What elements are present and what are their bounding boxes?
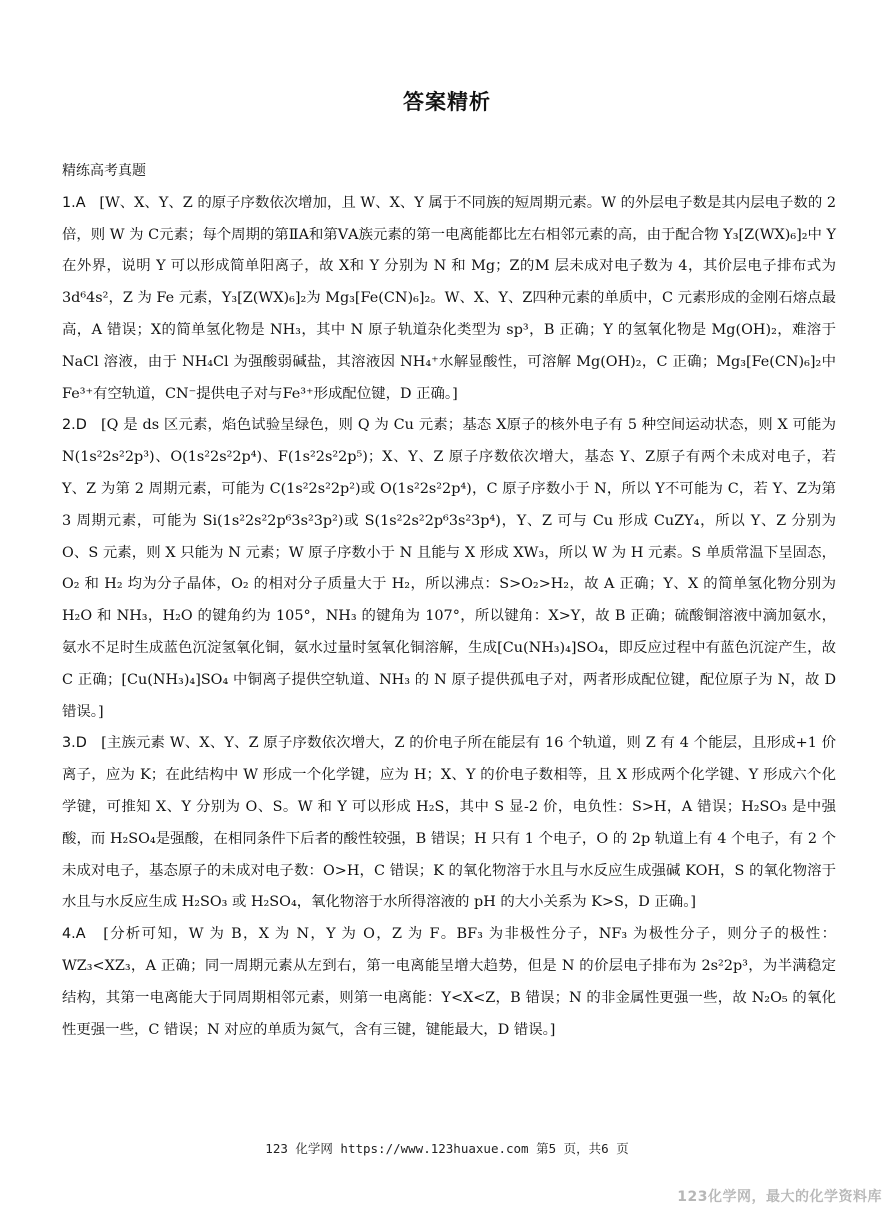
page-footer: 123 化学网 https://www.123huaxue.com 第5 页，共6 页 [265, 1141, 629, 1156]
answer-number: 3.D [62, 735, 87, 752]
answer-paragraph-3 [62, 728, 836, 919]
answer-explanation: [主族元素 W、X、Y、Z 原子序数依次增大，Z 的价电子所在能层有 16 个轨道，则 Z 有 4 个能层，且形成+1 价离子，应为 K；在此结构中 W 形成一个化学键，应为 H；X、Y 的价电子数相等，且 X 形成两个化学键、Y 形成六个化学键，可推知 X、Y 分别为 O、S。W 和 Y 可以形成 H₂S，其中 S 显-2 价，电负性：S>H，A 错误；H₂SO₃ 是中强酸，而 H₂SO₄是强酸，在相同条件下后者的酸性较强，B 错误；H 只有 1 个电子，O 的 2p 轨道上有 4 个电子，有 2 个未成对电子，基态原子的未成对电子数：O>H，C 错误；K 的氧化物溶于水且与水反应生成强碱 KOH，S 的氧化物溶于水且与水反应生成 H₂SO₃ 或 H₂SO₄，氧化物溶于水所得溶液的 pH 的大小关系为 K>S，D 正确。] [62, 735, 836, 911]
page-title: 答案精析 [403, 90, 491, 114]
section-label: 精练高考真题 [62, 163, 146, 179]
answer-paragraph-2 [62, 410, 836, 728]
answer-number: 1.A [62, 194, 86, 211]
answer-explanation: [Q 是 ds 区元素，焰色试验呈绿色，则 Q 为 Cu 元素；基态 X原子的核外电子有 5 种空间运动状态，则 X 可能为 N(1s²2s²2p³)、O(1s²2s²2p⁴)、F(1s²2s²2p⁵)；X、Y、Z 原子序数依次增大，基态 Y、Z原子有两个未成对电子，若 Y、Z 为第 2 周期元素，可能为 C(1s²2s²2p²)或 O(1s²2s²2p⁴)，C 原子序数小于 N，所以 Y不可能为 C，若 Y、Z为第 3 周期元素，可能为 Si(1s²2s²2p⁶3s²3p²)或 S(1s²2s²2p⁶3s²3p⁴)，Y、Z 可与 Cu 形成 CuZY₄，所以 Y、Z 分别为 O、S 元素，则 X 只能为 N 元素；W 原子序数小于 N 且能与 X 形成 XW₃，所以 W 为 H 元素。S 单质常温下呈固态，O₂ 和 H₂ 均为分子晶体，O₂ 的相对分子质量大于 H₂，所以沸点：S>O₂>H₂，故 A 正确；Y、X 的简单氢化物分别为 H₂O 和 NH₃，H₂O 的键角约为 105°，NH₃ 的键角为 107°，所以键角：X>Y，故 B 正确；硫酸铜溶液中滴加氨水，氨水不足时生成蓝色沉淀氢氧化铜，氨水过量时氢氧化铜溶解，生成[Cu(NH₃)₄]SO₄，即反应过程中有蓝色沉淀产生，故 C 正确；[Cu(NH₃)₄]SO₄ 中铜离子提供空轨道、NH₃ 的 N 原子提供孤电子对，两者形成配位键，配位原子为 N，故 D 错误。] [62, 417, 836, 720]
answer-paragraph-1 [62, 188, 836, 411]
answer-number: 4.A [62, 926, 86, 943]
answer-number: 2.D [62, 417, 87, 434]
answer-content [62, 156, 836, 1046]
answer-paragraph-4 [62, 919, 836, 1046]
answer-explanation: [W、X、Y、Z 的原子序数依次增加，且 W、X、Y 属于不同族的短周期元素。W 的外层电子数是其内层电子数的 2 倍，则 W 为 C元素；每个周期的第ⅡA和第ⅤA族元素的第一电离能都比左右相邻元素的高，由于配合物 Y₃[Z(WX)₆]₂中 Y 在外界，说明 Y 可以形成简单阳离子，故 X和 Y 分别为 N 和 Mg；Z的M 层未成对电子数为 4，其价层电子排布式为 3d⁶4s²，Z 为 Fe 元素，Y₃[Z(WX)₆]₂为 Mg₃[Fe(CN)₆]₂。W、X、Y、Z四种元素的单质中，C 元素形成的金刚石熔点最高，A 错误；X的简单氢化物是 NH₃，其中 N 原子轨道杂化类型为 sp³，B 正确；Y 的氢氧化物是 Mg(OH)₂，难溶于 NaCl 溶液，由于 NH₄Cl 为强酸弱碱盐，其溶液因 NH₄⁺水解显酸性，可溶解 Mg(OH)₂，C 正确；Mg₃[Fe(CN)₆]₂中 Fe³⁺有空轨道，CN⁻提供电子对与Fe³⁺形成配位键，D 正确。] [62, 194, 836, 402]
site-watermark: 123化学网，最大的化学资料库 [677, 1189, 882, 1205]
answer-explanation: [分析可知，W 为 B，X 为 N，Y 为 O，Z 为 F。BF₃ 为非极性分子，NF₃ 为极性分子，则分子的极性：WZ₃<XZ₃，A 正确；同一周期元素从左到右，第一电离能呈增大趋势，但是 N 的价层电子排布为 2s²2p³，为半满稳定结构，其第一电离能大于同周期相邻元素，则第一电离能：Y<X<Z，B 错误；N 的非金属性更强一些，故 N₂O₅ 的氧化性更强一些，C 错误；N 对应的单质为氮气，含有三键，键能最大，D 错误。] [62, 926, 836, 1038]
section-heading [62, 156, 836, 188]
